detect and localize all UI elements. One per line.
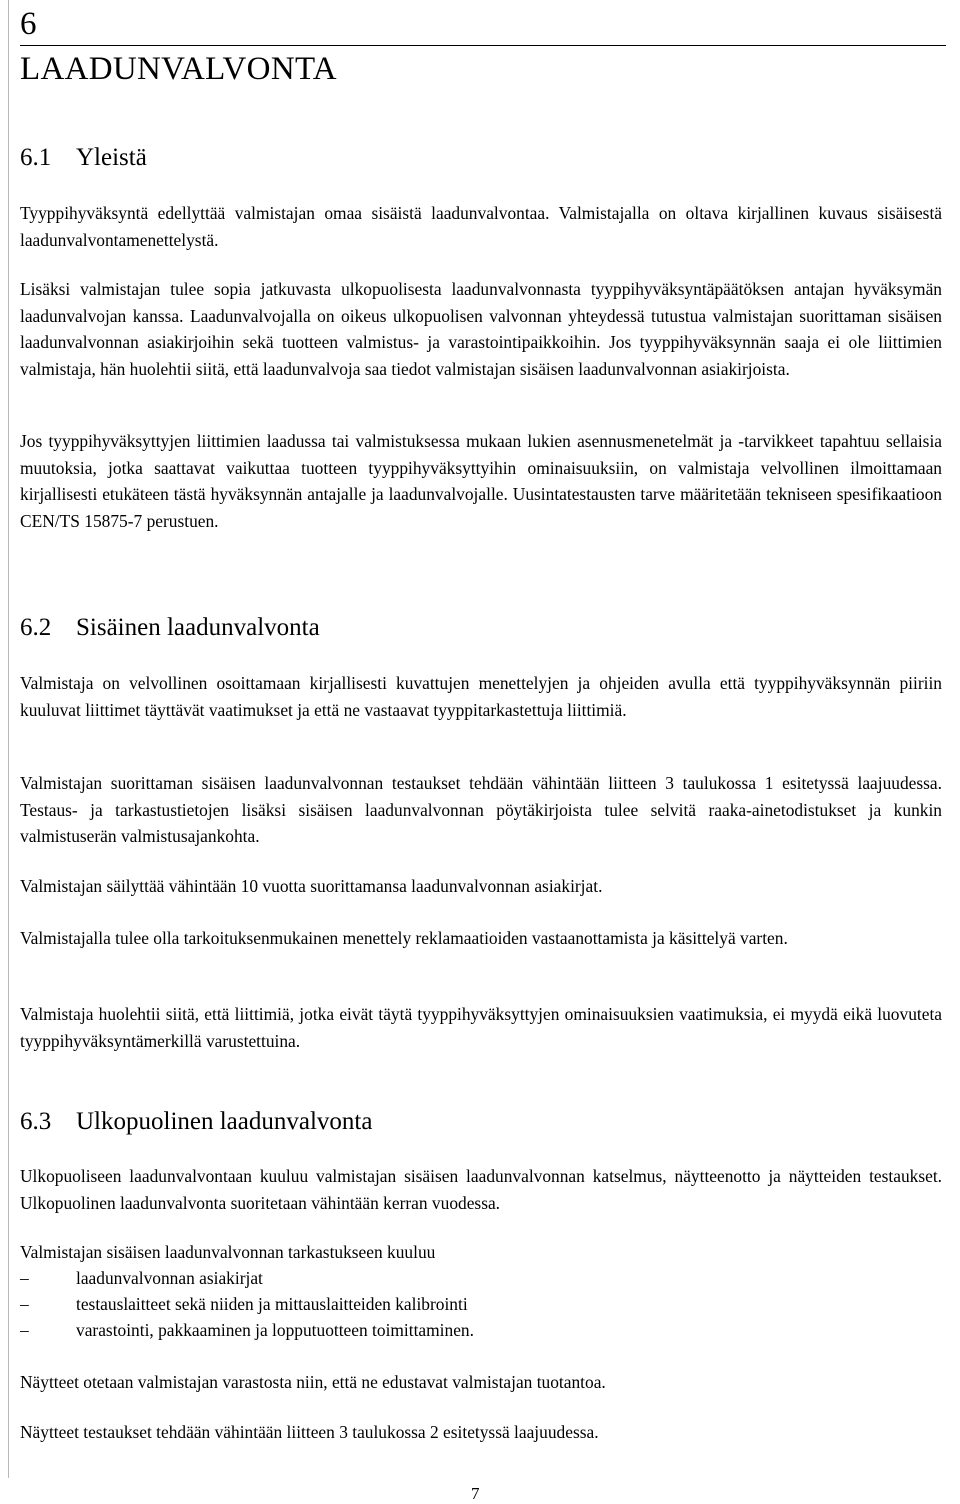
dash-bullet: –	[20, 1268, 29, 1288]
section-title: Yleistä	[76, 144, 147, 171]
list-item-text: laadunvalvonnan asiakirjat	[76, 1268, 263, 1288]
list-item-text: varastointi, pakkaaminen ja lopputuotteen toimittaminen.	[76, 1320, 474, 1340]
list-item-text: testauslaitteet sekä niiden ja mittauslaitteiden kalibrointi	[76, 1294, 468, 1314]
section-number: 6.1	[20, 144, 52, 171]
paragraph: Jos tyyppihyväksyttyjen liittimien laadussa tai valmistuksessa mukaan lukien asennusmenetelmät ja -tarvikkeet tapahtuu sellaisia muutoksia, jotka saattavat vaikuttaa tuotteen tyyppihyväksyttyihin ominaisuuksiin, on valmistaja velvollinen ilmoittamaan kirjallisesti etukäteen tästä hyväksynnän antajalle ja laadunvalvojalle. Uusintatestausten tarve määritetään tekniseen spesifikaatioon CEN/TS 15875-7 perustuen.	[20, 431, 942, 531]
page-number: 7	[471, 1484, 480, 1503]
chapter-number: 6	[20, 6, 37, 42]
section-heading-6-2	[20, 613, 320, 643]
paragraph: Valmistajan sisäisen laadunvalvonnan tarkastukseen kuuluu	[20, 1242, 436, 1262]
section-heading-6-3	[20, 1107, 372, 1137]
dash-bullet: –	[20, 1320, 29, 1340]
section-heading-6-1	[20, 143, 147, 173]
paragraph: Valmistajalla tulee olla tarkoituksenmukainen menettely reklamaatioiden vastaanottamista ja käsittelyä varten.	[20, 928, 788, 948]
list-item	[20, 1265, 942, 1291]
section-number: 6.3	[20, 1108, 52, 1135]
section-title: Sisäinen laadunvalvonta	[76, 614, 320, 641]
paragraph: Näytteet otetaan valmistajan varastosta niin, että ne edustavat valmistajan tuotantoa.	[20, 1372, 606, 1392]
dash-bullet: –	[20, 1294, 29, 1314]
list-item	[20, 1291, 942, 1317]
chapter-title: LAADUNVALVONTA	[20, 51, 337, 87]
paragraph: Valmistajan säilyttää vähintään 10 vuotta suorittamansa laadunvalvonnan asiakirjat.	[20, 876, 603, 896]
paragraph: Tyyppihyväksyntä edellyttää valmistajan omaa sisäistä laadunvalvontaa. Valmistajalla on oltava kirjallinen kuvaus sisäisestä laadunvalvontamenettelystä.	[20, 203, 942, 250]
paragraph: Valmistaja huolehtii siitä, että liittimiä, jotka eivät täytä tyyppihyväksyttyjen ominaisuuksien vaatimuksia, ei myydä eikä luovuteta tyyppihyväksyntämerkillä varustettuina.	[20, 1004, 942, 1051]
chapter-heading-rule	[20, 45, 946, 46]
page-margin-rule	[8, 0, 9, 1478]
paragraph: Valmistaja on velvollinen osoittamaan kirjallisesti kuvattujen menettelyjen ja ohjeiden avulla että tyyppihyväksynnän piiriin kuuluvat liittimet täyttävät vaatimukset ja että ne vastaavat tyyppitarkastettuja liittimiä.	[20, 673, 942, 720]
section-number: 6.2	[20, 614, 52, 641]
paragraph: Valmistajan suorittaman sisäisen laadunvalvonnan testaukset tehdään vähintään liitteen 3 taulukossa 1 esitetyssä laajuudessa. Testaus- ja tarkastustietojen lisäksi sisäisen laadunvalvonnan pöytäkirjoista tulee selvitä raaka-ainetodistukset ja kunkin valmistuserän valmistusajankohta.	[20, 773, 942, 847]
list-item	[20, 1317, 942, 1343]
section-title: Ulkopuolinen laadunvalvonta	[76, 1108, 373, 1135]
paragraph: Ulkopuoliseen laadunvalvontaan kuuluu valmistajan sisäisen laadunvalvonnan katselmus, näytteenotto ja näytteiden testaukset. Ulkopuolinen laadunvalvonta suoritetaan vähintään kerran vuodessa.	[20, 1166, 942, 1213]
paragraph: Lisäksi valmistajan tulee sopia jatkuvasta ulkopuolisesta laadunvalvonnasta tyyppihyväksyntäpäätöksen antajan hyväksymän laadunvalvojan kanssa. Laadunvalvojalla on oikeus ulkopuolisen valvonnan yhteydessä tutustua valmistajan suorittaman sisäisen laadunvalvonnan asiakirjoihin sekä tuotteen valmistus- ja varastointipaikkoihin. Jos tyyppihyväksynnän saaja ei ole liittimien valmistaja, hän huolehtii siitä, että laadunvalvoja saa tiedot valmistajan sisäisen laadunvalvonnan asiakirjoista.	[20, 279, 942, 379]
paragraph: Näytteet testaukset tehdään vähintään liitteen 3 taulukossa 2 esitetyssä laajuudessa.	[20, 1422, 599, 1442]
